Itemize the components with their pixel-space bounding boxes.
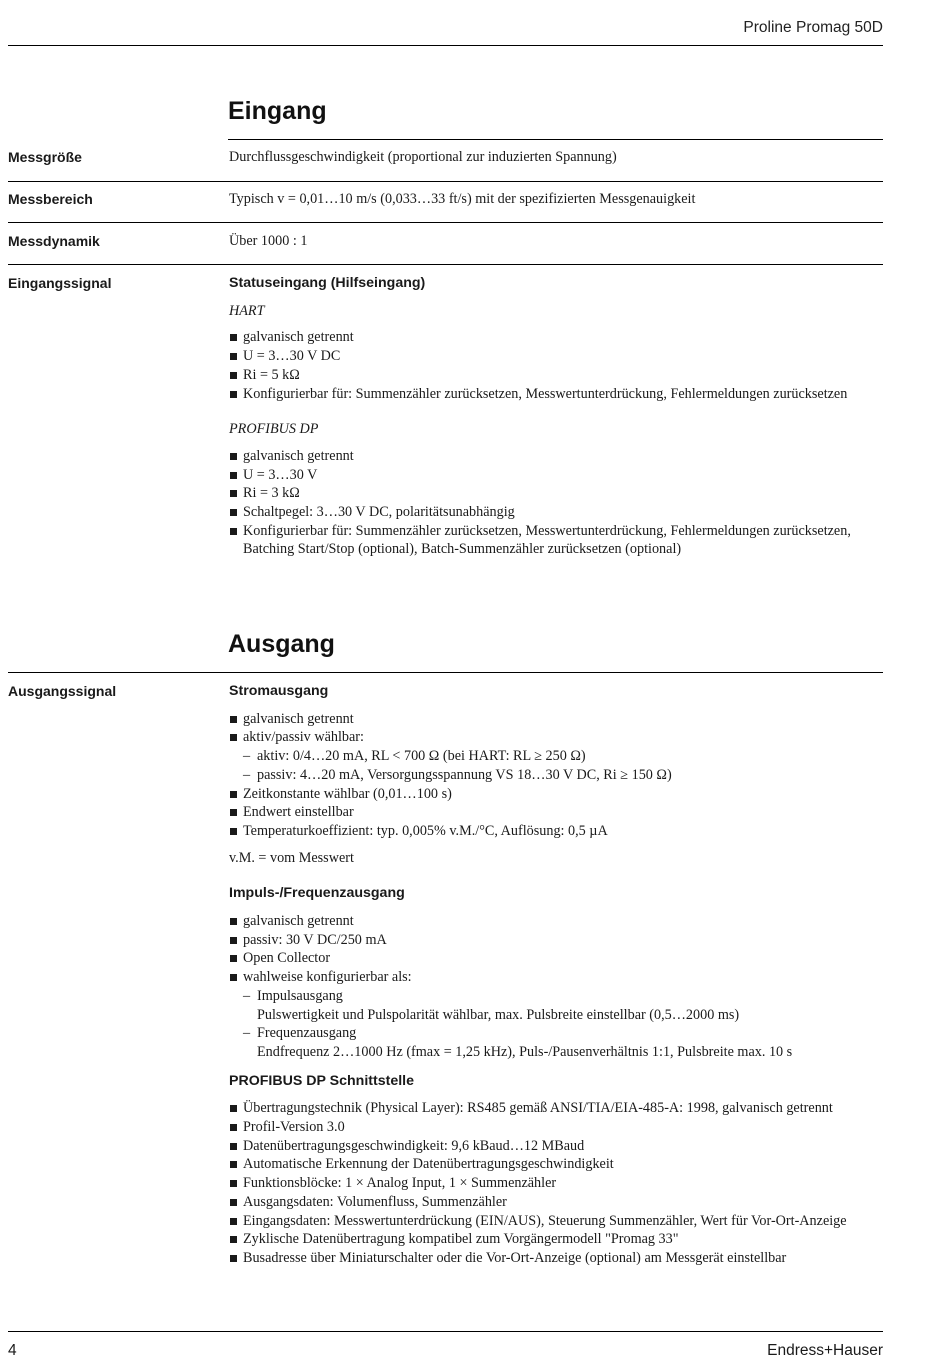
page-number: 4 <box>8 1342 17 1359</box>
list-item: passiv: 30 V DC/250 mA <box>229 931 889 950</box>
row-value-messdynamik: Über 1000 : 1 <box>229 233 308 249</box>
list-item: Endwert einstellbar <box>229 803 889 822</box>
row-label-messgroesse: Messgröße <box>8 149 82 165</box>
footnote-vm: v.M. = vom Messwert <box>229 849 354 866</box>
impuls-list <box>229 912 889 1062</box>
sub-list-item: – passiv: 4…20 mA, Versorgungsspannung VS 18…30 V DC, Ri ≥ 150 Ω) <box>243 766 889 785</box>
row-rule <box>8 181 883 182</box>
list-item: Automatische Erkennung der Datenübertragungsgeschwindigkeit <box>229 1155 889 1174</box>
profibus-output-list <box>229 1099 889 1267</box>
sub-list <box>243 747 889 784</box>
list-item: Ri = 5 kΩ <box>229 366 889 385</box>
row-rule <box>8 264 883 265</box>
list-item: Konfigurierbar für: Summenzähler zurücksetzen, Messwertunterdrückung, Fehlermeldungen zurücksetzen, Batching Start/Stop (optional), Batch-Summenzähler zurücksetzen (optional) <box>229 522 889 559</box>
sub-list-item <box>243 1024 889 1061</box>
sub-list <box>243 987 889 1062</box>
sub-item-detail: Endfrequenz 2…1000 Hz (fmax = 1,25 kHz), Puls-/Pausenverhältnis 1:1, Pulsbreite max. 10 s <box>257 1043 793 1060</box>
list-item: Übertragungstechnik (Physical Layer): RS485 gemäß ANSI/TIA/EIA-485-A: 1998, galvanisch getrennt <box>229 1099 889 1118</box>
list-item: U = 3…30 V <box>229 466 889 485</box>
section-heading-eingang: Eingang <box>228 97 327 125</box>
list-item <box>229 968 889 1062</box>
list-item: Temperaturkoeffizient: typ. 0,005% v.M./°C, Auflösung: 0,5 µA <box>229 822 889 841</box>
row-value-messgroesse: Durchflussgeschwindigkeit (proportional zur induzierten Spannung) <box>229 149 617 165</box>
hart-list <box>229 328 889 403</box>
section-heading-ausgang: Ausgang <box>228 630 335 658</box>
list-item: galvanisch getrennt <box>229 710 889 729</box>
list-item: Funktionsblöcke: 1 × Analog Input, 1 × Summenzähler <box>229 1174 889 1193</box>
list-item: Profil-Version 3.0 <box>229 1118 889 1137</box>
list-item-text: aktiv/passiv wählbar: <box>243 729 364 746</box>
list-item: Ri = 3 kΩ <box>229 484 889 503</box>
sub-item-detail: Pulswertigkeit und Pulspolarität wählbar, max. Pulsbreite einstellbar (0,5…2000 ms) <box>257 1006 740 1023</box>
list-item: Konfigurierbar für: Summenzähler zurücksetzen, Messwertunterdrückung, Fehlermeldungen zurücksetzen <box>229 385 889 404</box>
document-header-title: Proline Promag 50D <box>743 19 883 36</box>
list-item: Busadresse über Miniaturschalter oder die Vor-Ort-Anzeige (optional) am Messgerät einstellbar <box>229 1249 889 1268</box>
row-rule <box>8 222 883 223</box>
row-label-messbereich: Messbereich <box>8 191 93 207</box>
subheading-statuseingang: Statuseingang (Hilfseingang) <box>229 275 426 291</box>
stromausgang-list <box>229 710 889 841</box>
list-item-text: wahlweise konfigurierbar als: <box>243 969 412 986</box>
footer-brand: Endress+Hauser <box>767 1342 883 1359</box>
list-item: Schaltpegel: 3…30 V DC, polaritätsunabhängig <box>229 503 889 522</box>
list-item: galvanisch getrennt <box>229 912 889 931</box>
footer-rule <box>8 1331 883 1332</box>
list-item: Eingangsdaten: Messwertunterdrückung (EIN/AUS), Steuerung Summenzähler, Wert für Vor-Ort-Anzeige <box>229 1212 889 1231</box>
list-item: Datenübertragungsgeschwindigkeit: 9,6 kBaud…12 MBaud <box>229 1137 889 1156</box>
sub-list-item: – aktiv: 0/4…20 mA, RL < 700 Ω (bei HART: RL ≥ 250 Ω) <box>243 747 889 766</box>
row-label-messdynamik: Messdynamik <box>8 233 100 249</box>
eingangssignal-content <box>229 274 889 559</box>
row-label-eingangssignal: Eingangssignal <box>8 275 112 291</box>
subheading-stromausgang: Stromausgang <box>229 683 329 699</box>
subheading-profibus-schnittstelle: PROFIBUS DP Schnittstelle <box>229 1072 414 1089</box>
section-rule <box>8 672 883 673</box>
profibus-input-list <box>229 447 889 559</box>
subheading-profibus-dp: PROFIBUS DP <box>229 421 319 438</box>
list-item: U = 3…30 V DC <box>229 347 889 366</box>
list-item: galvanisch getrennt <box>229 328 889 347</box>
list-item: Zeitkonstante wählbar (0,01…100 s) <box>229 785 889 804</box>
section-rule <box>228 139 883 140</box>
list-item: Zyklische Datenübertragung kompatibel zum Vorgängermodell "Promag 33" <box>229 1230 889 1249</box>
sub-item-name: – Frequenzausgang <box>257 1025 357 1042</box>
list-item: Open Collector <box>229 949 889 968</box>
row-label-ausgangssignal: Ausgangssignal <box>8 683 117 699</box>
subheading-impuls-frequenzausgang: Impuls-/Frequenzausgang <box>229 885 405 902</box>
list-item: Ausgangsdaten: Volumenfluss, Summenzähler <box>229 1193 889 1212</box>
list-item <box>229 728 889 784</box>
ausgangssignal-content <box>229 682 889 1268</box>
sub-item-name: – Impulsausgang <box>257 987 343 1004</box>
list-item: galvanisch getrennt <box>229 447 889 466</box>
row-value-messbereich: Typisch v = 0,01…10 m/s (0,033…33 ft/s) mit der spezifizierten Messgenauigkeit <box>229 191 696 207</box>
header-rule <box>8 45 883 46</box>
subheading-hart: HART <box>229 302 265 319</box>
sub-list-item <box>243 987 889 1024</box>
